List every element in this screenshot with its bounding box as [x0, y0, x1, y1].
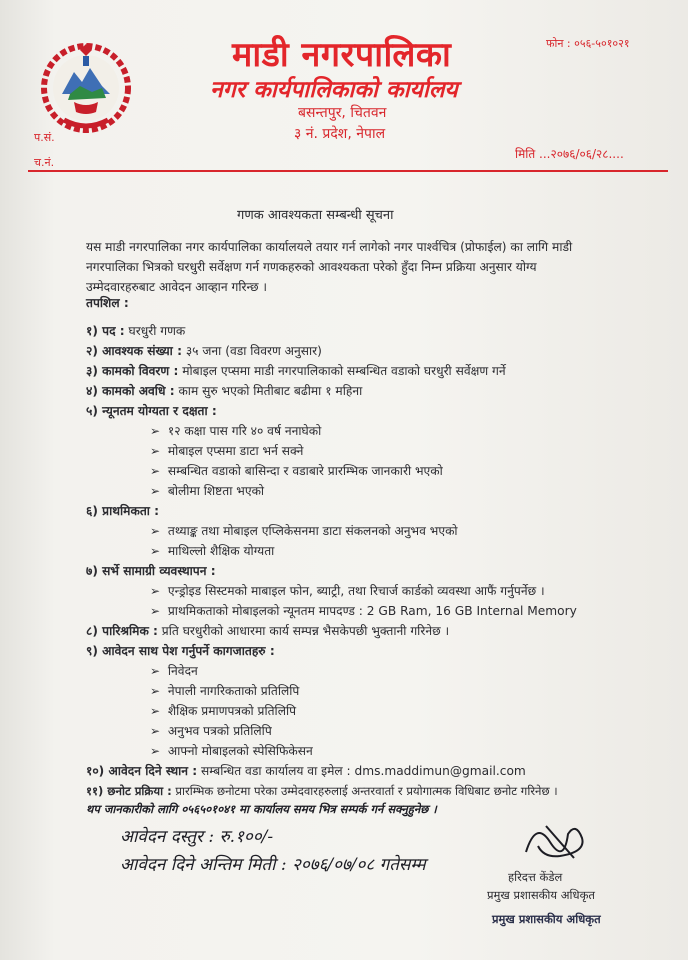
item-10-text: सम्बन्धित वडा कार्यालय वा इमेल : dms.maddimun@gmail.com: [197, 764, 526, 778]
bullet-text: एन्ड्रोइड सिस्टमको माबाइल फोन, ब्याट्री, तथा रिचार्ज कार्डको व्यवस्था आफैं गर्नुपर्नेछ ।: [167, 584, 545, 598]
signatory-designation: प्रमुख प्रशासकीय अधिकृत: [487, 888, 595, 902]
header-divider: [28, 170, 668, 172]
bullet-text: बोलीमा शिष्टता भएको: [167, 484, 265, 498]
item-10-label: १०) आवेदन दिने स्थान :: [86, 764, 198, 778]
item-4-label: ४) कामको अवधि :: [86, 384, 175, 398]
item-11-label: ११) छनोट प्रक्रिया :: [86, 784, 172, 798]
bullet-text: निवेदन: [167, 664, 198, 678]
item-6-label: ६) प्राथमिकता :: [86, 504, 160, 518]
application-deadline: आवेदन दिने अन्तिम मिती : २०७६/०७/०८ गतेसम्म: [120, 855, 426, 875]
item-5-bullet-2: [150, 442, 303, 462]
item-9-label: ९) आवेदन साथ पेश गर्नुपर्ने कागजातहरु :: [86, 644, 275, 658]
cn-label: च.नं.: [34, 156, 55, 169]
item-1-label: १) पद :: [86, 324, 125, 338]
bullet-text: नेपाली नागरिकताको प्रतिलिपि: [167, 684, 300, 698]
item-9-bullet-4: [150, 722, 272, 742]
bullet-text: १२ कक्षा पास गरि ४० वर्ष ननाघेको: [167, 424, 322, 438]
arrow-bullet-icon: ➢: [150, 704, 161, 718]
item-3-label: ३) कामको विवरण :: [86, 364, 179, 378]
date-field: मिति ...२०७६/०६/२८....: [515, 147, 624, 161]
item-5-bullet-1: [150, 422, 321, 442]
item-2-text: ३५ जना (वडा विवरण अनुसार): [181, 344, 322, 358]
arrow-bullet-icon: ➢: [150, 444, 161, 458]
signature-mark: [516, 812, 596, 868]
bullet-text: सम्बन्धित वडाको बासिन्दा र वडाबारे प्रारम्भिक जानकारी भएको: [167, 464, 443, 478]
bullet-text: शैक्षिक प्रमाणपत्रको प्रतिलिपि: [167, 704, 297, 718]
arrow-bullet-icon: ➢: [150, 484, 161, 498]
item-7-bullet-1: [150, 582, 545, 602]
application-fee: आवेदन दस्तुर : रु.१००/-: [120, 827, 274, 847]
designation-stamp: प्रमुख प्रशासकीय अधिकृत: [492, 912, 601, 926]
bullet-text: अनुभव पत्रको प्रतिलिपि: [167, 724, 272, 738]
intro-line-1: यस माडी नगरपालिका नगर कार्यपालिका कार्यालयले तयार गर्न लागेको नगर पार्श्वचित्र (प्रोफाईल) का लागि माडी: [86, 240, 573, 254]
arrow-bullet-icon: ➢: [150, 664, 161, 678]
ps-label: प.सं.: [34, 131, 55, 144]
item-3-text: मोबाइल एप्समा माडी नगरपालिकाको सम्बन्धित वडाको घरधुरी सर्वेक्षण गर्ने: [178, 364, 506, 378]
item-1: [86, 322, 185, 342]
item-3: [86, 362, 506, 382]
item-2: [86, 342, 322, 362]
arrow-bullet-icon: ➢: [150, 424, 161, 438]
office-address-1: बसन्तपुर, चितवन: [298, 105, 387, 121]
item-1-text: घरधुरी गणक: [124, 324, 186, 338]
intro-line-2: नगरपालिका भित्रको घरधुरी सर्वेक्षण गर्न गणकहरुको आवश्यकता परेको हुँदा निम्न प्रक्रिया अनुसार योग्य: [86, 260, 537, 274]
office-subtitle: नगर कार्यपालिकाको कार्यालय: [210, 77, 458, 103]
arrow-bullet-icon: ➢: [150, 744, 161, 758]
details-label: तपशिल :: [86, 296, 129, 310]
arrow-bullet-icon: ➢: [150, 584, 161, 598]
office-address-2: ३ नं. प्रदेश, नेपाल: [294, 126, 386, 142]
bullet-text: मोबाइल एप्समा डाटा भर्न सक्ने: [167, 444, 304, 458]
item-5-bullet-3: [150, 462, 443, 482]
item-9-bullet-5: [150, 742, 313, 762]
intro-line-3: उम्मेदवारहरुबाट आवेदन आव्हान गरिन्छ ।: [86, 280, 267, 294]
item-9-bullet-1: [150, 662, 198, 682]
arrow-bullet-icon: ➢: [150, 524, 161, 538]
office-title: माडी नगरपालिका: [232, 35, 452, 75]
item-4: [86, 382, 362, 402]
bullet-text: तथ्याङ्क तथा मोबाइल एप्लिकेसनमा डाटा संकलनको अनुभव भएको: [167, 524, 458, 538]
item-5-bullet-4: [150, 482, 264, 502]
phone-number: फोन : ०५६-५०१०२१: [546, 37, 630, 50]
notice-heading: गणक आवश्यकता सम्बन्धी सूचना: [237, 208, 394, 223]
item-10: [86, 762, 526, 782]
item-8-label: ८) पारिश्रमिक :: [86, 624, 158, 638]
arrow-bullet-icon: ➢: [150, 544, 161, 558]
item-6-bullet-2: [150, 542, 274, 562]
item-9-bullet-2: [150, 682, 299, 702]
item-5-label: ५) न्यूनतम योग्यता र दक्षता :: [86, 404, 217, 418]
item-4-text: काम सुरु भएको मितीबाट बढीमा १ महिना: [174, 384, 363, 398]
item-7-bullet-2: [150, 602, 577, 622]
nepal-emblem-icon: [40, 42, 132, 134]
item-11-text: प्रारम्भिक छनोटमा परेका उम्मेदवारहरुलाई अन्तरवार्ता र प्रयोगात्मक विधिबाट छनोट गरिनेछ ।: [171, 784, 558, 798]
item-6-bullet-1: [150, 522, 458, 542]
item-2-label: २) आवश्यक संख्या :: [86, 344, 182, 358]
item-8: [86, 622, 449, 642]
arrow-bullet-icon: ➢: [150, 724, 161, 738]
bullet-text: प्राथमिकताको मोबाइलको न्यूनतम मापदण्ड : 2 GB Ram, 16 GB Internal Memory: [167, 604, 577, 618]
signatory-name: हरिदत्त केंडेल: [508, 870, 563, 884]
handwritten-contact-note: थप जानकारीको लागि ०५६५०१०४१ मा कार्यालय समय भित्र सम्पर्क गर्न सक्नुहुनेछ ।: [86, 802, 437, 816]
item-7-label: ७) सर्भे सामाग्री व्यवस्थापन :: [86, 564, 216, 578]
item-8-text: प्रति घरधुरीको आधारमा कार्य सम्पन्न भैसकेपछी भुक्तानी गरिनेछ ।: [157, 624, 450, 638]
item-11: [86, 782, 558, 801]
item-9-bullet-3: [150, 702, 296, 722]
arrow-bullet-icon: ➢: [150, 684, 161, 698]
bullet-text: आफ्नो मोबाइलको स्पेसिफिकेसन: [167, 744, 313, 758]
arrow-bullet-icon: ➢: [150, 464, 161, 478]
bullet-text: माथिल्लो शैक्षिक योग्यता: [167, 544, 275, 558]
arrow-bullet-icon: ➢: [150, 604, 161, 618]
